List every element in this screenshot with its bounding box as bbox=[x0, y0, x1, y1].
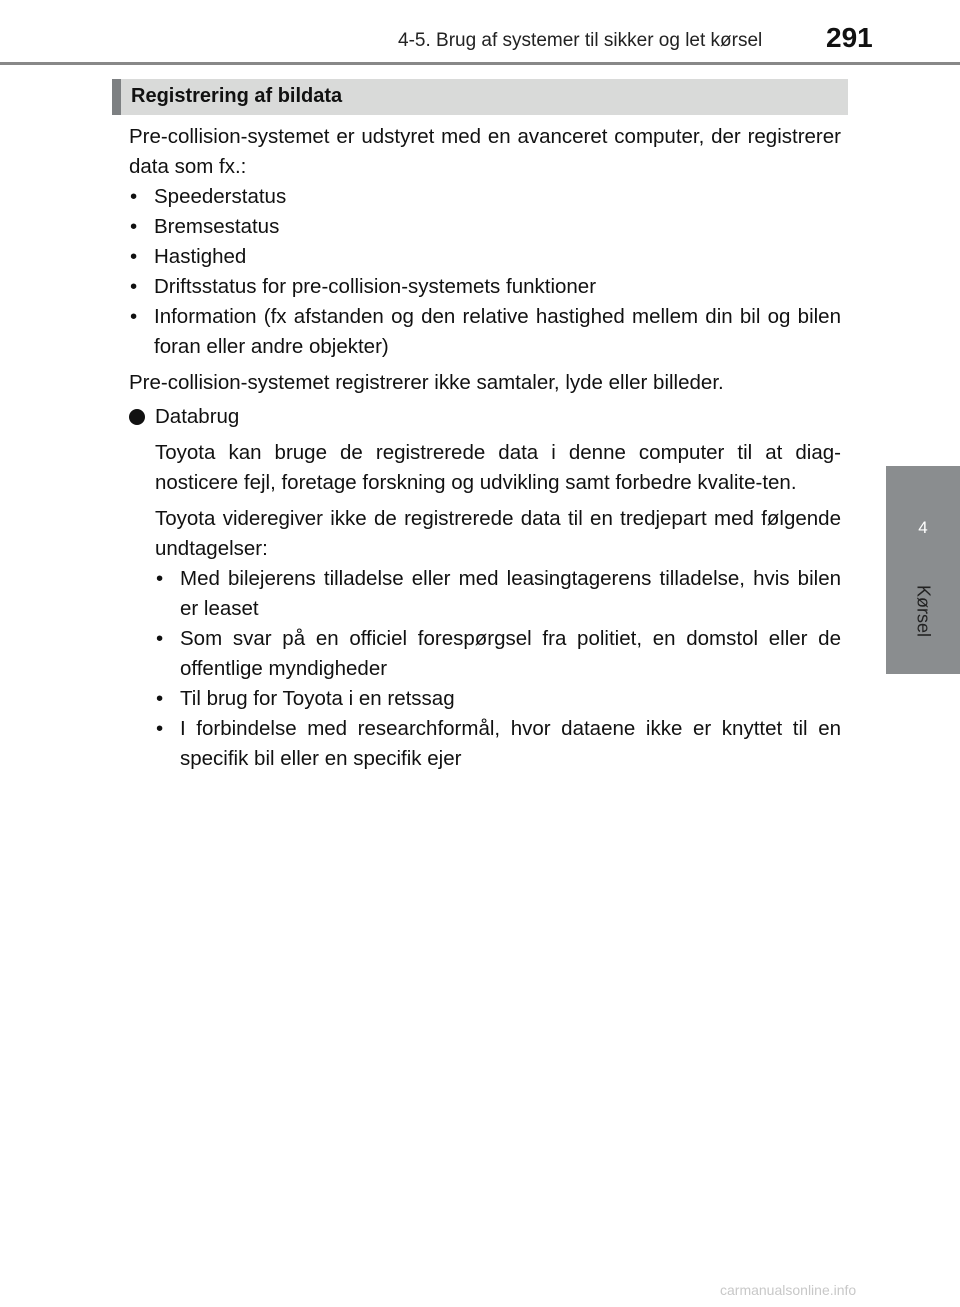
data-use-paragraph: Toyota kan bruge de registrerede data i denne computer til at diag-nosticere fejl, foretage forskning og udvikling samt forbedre kvalite-ten. bbox=[155, 441, 841, 494]
filled-circle-bullet-icon bbox=[129, 409, 145, 425]
section-heading-text: Registrering af bildata bbox=[131, 85, 343, 107]
list-item: • I forbindelse med researchformål, hvor dataene ikke er knyttet til en specifik bil eller en specifik ejer bbox=[155, 714, 841, 774]
no-record-note: Pre-collision-systemet registrerer ikke samtaler, lyde eller billeder. bbox=[129, 371, 724, 394]
list-item: • Driftsstatus for pre-collision-systemets funktioner bbox=[129, 272, 841, 302]
chapter-label-container bbox=[886, 576, 960, 646]
chapter-label: Kørsel bbox=[913, 584, 934, 638]
list-item: • Bremsestatus bbox=[129, 212, 841, 242]
recorded-data-list bbox=[129, 182, 841, 362]
exceptions-list bbox=[155, 564, 841, 774]
list-item: • Speederstatus bbox=[129, 182, 841, 212]
list-item: • Som svar på en officiel forespørgsel fra politiet, en domstol eller de offentlige myndigheder bbox=[155, 624, 841, 684]
running-header-title: 4-5. Brug af systemer til sikker og let kørsel bbox=[398, 30, 763, 51]
page-number: 291 bbox=[826, 22, 873, 53]
data-use-title: Databrug bbox=[155, 405, 240, 428]
section-body bbox=[129, 122, 841, 774]
footer-watermark: carmanualsonline.info bbox=[720, 1282, 857, 1298]
list-item: • Til brug for Toyota i en retssag bbox=[155, 684, 841, 714]
intro-paragraph: Pre-collision-systemet er udstyret med en avanceret computer, der registrerer data som fx.: bbox=[129, 125, 841, 178]
chapter-number: 4 bbox=[918, 518, 928, 537]
data-use-heading bbox=[129, 402, 841, 432]
header-divider bbox=[0, 62, 960, 65]
data-use-body bbox=[129, 438, 841, 774]
list-item: • Med bilejerens tilladelse eller med leasingtagerens tilladelse, hvis bilen er leaset bbox=[155, 564, 841, 624]
list-item: • Hastighed bbox=[129, 242, 841, 272]
data-sharing-paragraph: Toyota videregiver ikke de registrerede data til en tredjepart med følgende undtagelser: bbox=[155, 507, 841, 560]
list-item: • Information (fx afstanden og den relative hastighed mellem din bil og bilen foran eller andre objekter) bbox=[129, 302, 841, 362]
section-heading bbox=[112, 79, 848, 115]
